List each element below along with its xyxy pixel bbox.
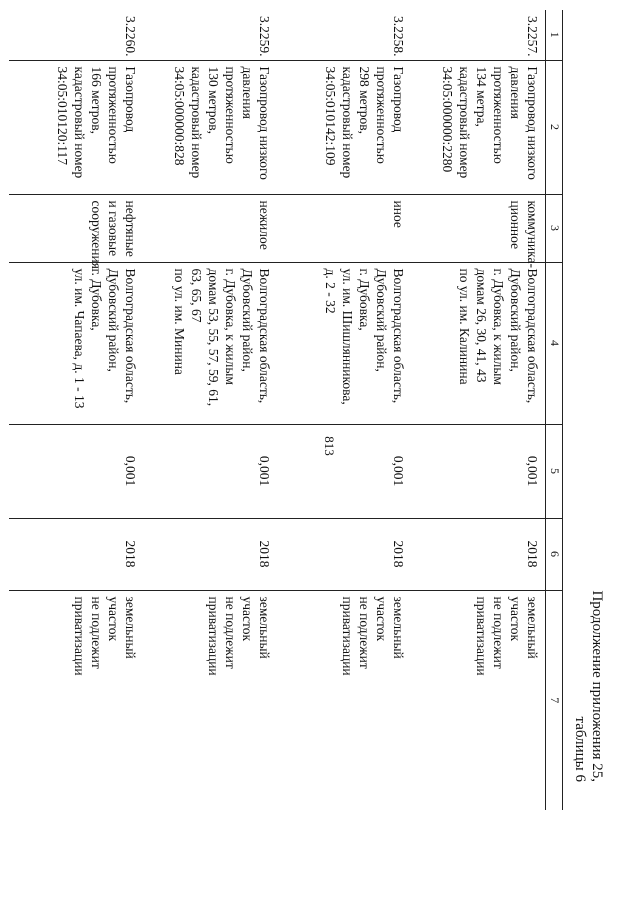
row-number: 3.2257. — [525, 16, 540, 57]
year-cell: 2018 — [9, 518, 143, 590]
object-name-cell: Газопровод низкого давления протяженностью 130 метров, кадастровый номер 34:05:000000:828 — [143, 60, 277, 194]
object-name-cell: Газопровод протяженностью 166 метров, кадастровый номер 34:05:010120:117 — [9, 60, 143, 194]
note-cell: земельный участок не подлежит приватизации — [9, 590, 143, 810]
area-cell: 0,001 — [277, 424, 411, 518]
table-row — [143, 10, 277, 810]
object-name-cell: Газопровод низкого давления протяженностью 134 метра, кадастровый номер 34:05:000000:2280 — [411, 60, 546, 194]
address-cell: Волгоградская область, Дубовский район, г. Дубовка, к жилым домам 53, 55, 57, 59, 61, 63, 65, 67 по ул. им. Минина — [143, 262, 277, 424]
note-cell: земельный участок не подлежит приватизации — [143, 590, 277, 810]
table-caption — [571, 590, 605, 782]
page-number: 813 — [322, 436, 337, 456]
column-header: 1 — [546, 10, 563, 60]
column-header: 2 — [546, 60, 563, 194]
object-type-cell: коммуника- ционное — [411, 194, 546, 262]
caption-line-1: Продолжение приложения 25, — [589, 590, 605, 782]
year-cell: 2018 — [143, 518, 277, 590]
column-header: 7 — [546, 590, 563, 810]
area-cell: 0,001 — [411, 424, 546, 518]
rotated-page-content — [35, 10, 605, 810]
area-cell: 0,001 — [143, 424, 277, 518]
address-cell: Волгоградская область, Дубовский район, г. Дубовка, ул. им. Шишлянникова, д. 2 - 32 — [277, 262, 411, 424]
object-type-cell: нежилое — [143, 194, 277, 262]
caption-line-2: таблицы 6 — [572, 716, 588, 782]
row-number: 3.2258. — [391, 16, 406, 57]
note-cell: земельный участок не подлежит приватизации — [411, 590, 546, 810]
property-table — [9, 10, 563, 810]
column-header: 3 — [546, 194, 563, 262]
object-type-cell: иное — [277, 194, 411, 262]
row-number: 3.2260. — [123, 16, 138, 57]
column-header: 4 — [546, 262, 563, 424]
year-cell: 2018 — [411, 518, 546, 590]
column-header: 5 — [546, 424, 563, 518]
note-cell: земельный участок не подлежит приватизации — [277, 590, 411, 810]
address-cell: Волгоградская область, Дубовский район, г. Дубовка, ул. им. Чапаева, д. 1 - 13 — [9, 262, 143, 424]
row-number: 3.2259. — [257, 16, 272, 57]
table-row — [277, 10, 411, 810]
address-cell: Волгоградская область, Дубовский район, г. Дубовка, к жилым домам 26, 30, 41, 43 по ул. им. Калинина — [411, 262, 546, 424]
year-cell: 2018 — [277, 518, 411, 590]
table-row — [9, 10, 143, 810]
header-row — [546, 10, 563, 810]
object-name-cell: Газопровод протяженностью 298 метров, кадастровый номер 34:05:010142:109 — [277, 60, 411, 194]
column-header: 6 — [546, 518, 563, 590]
area-cell: 0,001 — [9, 424, 143, 518]
table-row — [411, 10, 546, 810]
object-type-cell: нефтяные и газовые сооружения — [9, 194, 143, 262]
